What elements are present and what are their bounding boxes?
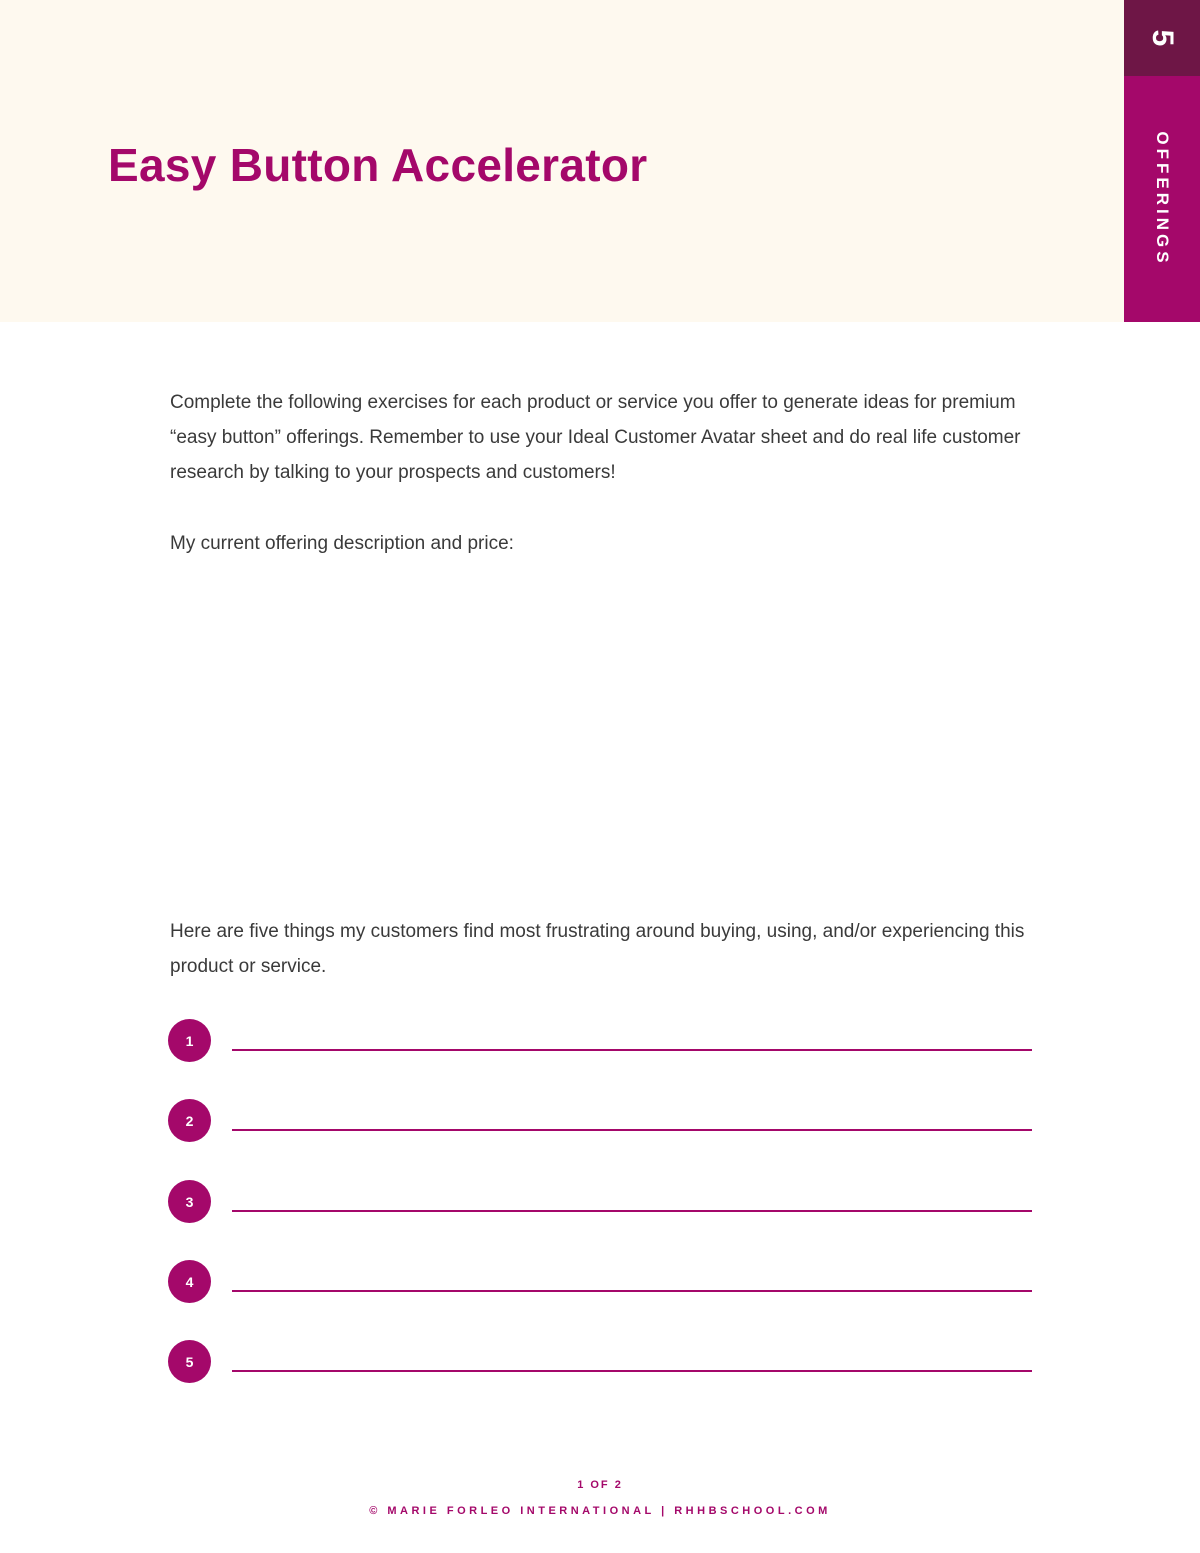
numbered-answer-5: [168, 1340, 1032, 1384]
section-label: OFFERINGS: [1153, 131, 1172, 267]
answer-line[interactable]: [232, 1210, 1032, 1212]
number-badge: 3: [168, 1180, 211, 1223]
answer-line[interactable]: [232, 1370, 1032, 1372]
number-badge: 1: [168, 1019, 211, 1062]
answer-line[interactable]: [232, 1290, 1032, 1292]
number-badge: 5: [168, 1340, 211, 1383]
numbered-answer-1: [168, 1019, 1032, 1063]
page-number: 1 OF 2: [577, 1479, 623, 1491]
offering-prompt: My current offering description and price:: [170, 533, 514, 554]
frustrations-prompt: Here are five things my customers find most frustrating around buying, using, and/or experiencing this product or service.: [170, 921, 1025, 977]
intro-text: Complete the following exercises for each product or service you offer to generate ideas for premium “easy button” offerings. Remember to use your Ideal Customer Avatar sheet and do real life customer research by talking to your prospects and customers!: [170, 392, 1021, 483]
answer-line[interactable]: [232, 1049, 1032, 1051]
section-number-block: [1124, 0, 1200, 76]
number-badge: 4: [168, 1260, 211, 1303]
number-badge: 2: [168, 1099, 211, 1142]
numbered-answer-4: [168, 1260, 1032, 1304]
section-label-block: [1124, 76, 1200, 322]
numbered-answer-2: [168, 1099, 1032, 1143]
page-title: Easy Button Accelerator: [108, 139, 648, 191]
answer-line[interactable]: [232, 1129, 1032, 1131]
section-side-tab: [1124, 0, 1200, 322]
copyright-footer: © MARIE FORLEO INTERNATIONAL | RHHBSCHOOL.COM: [369, 1505, 831, 1517]
numbered-answer-3: [168, 1180, 1032, 1224]
section-number: 5: [1146, 29, 1179, 47]
